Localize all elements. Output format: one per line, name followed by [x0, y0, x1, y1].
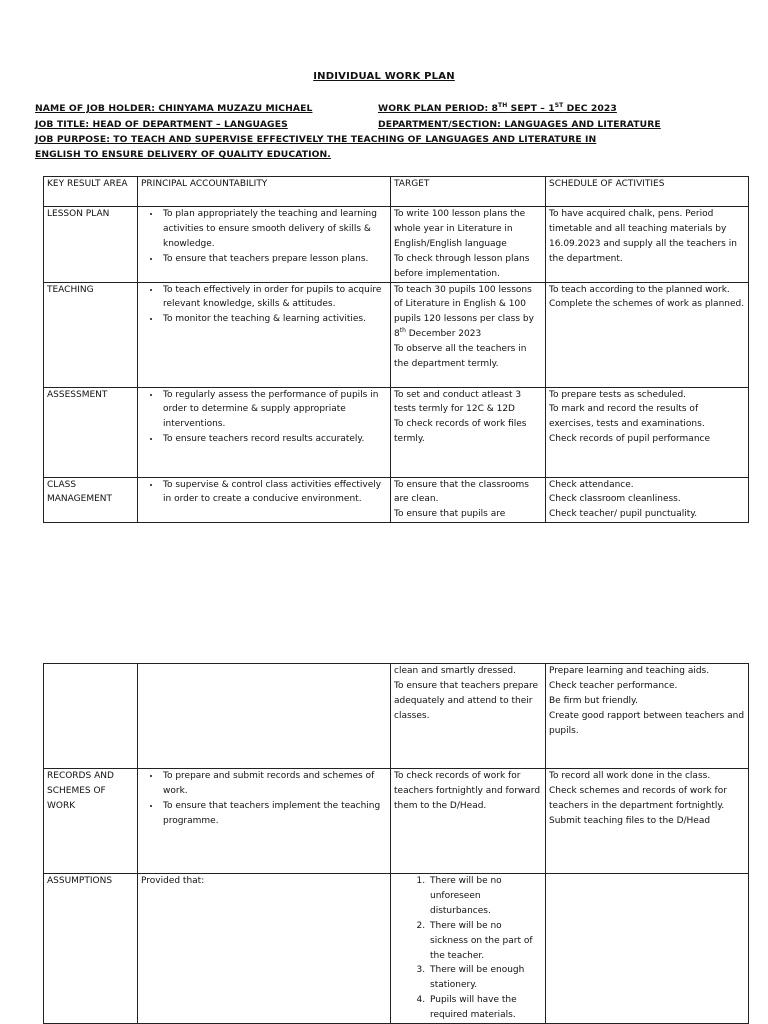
list-item: • To ensure teachers record results accurately.: [161, 432, 387, 447]
target-line: To set and conduct atleast 3 tests termly for 12C & 12D: [394, 389, 522, 415]
schedule-cell: [546, 207, 749, 283]
schedule-line: Submit teaching files to the D/Head: [549, 815, 711, 826]
area-cell: LESSON PLAN: [44, 207, 138, 283]
work-plan-table-page1: [43, 176, 749, 523]
table-row: [44, 282, 749, 387]
schedule-line: To teach according to the planned work.: [549, 284, 730, 295]
list-item: • To ensure that teachers prepare lesson plans.: [161, 252, 387, 267]
schedule-line: Check teacher/ pupil punctuality.: [549, 509, 698, 520]
schedule-cell: [546, 874, 749, 1024]
list-item: 3. There will be enough stationery.: [428, 963, 542, 993]
schedule-line: To record all work done in the class.: [549, 771, 711, 781]
job-purpose-line2: ENGLISH TO ENSURE DELIVERY OF QUALITY EDUCATION.: [35, 149, 331, 160]
schedule-cell: [546, 664, 749, 769]
list-item: • To teach effectively in order for pupils to acquire relevant knowledge, skills & attitudes.: [161, 283, 387, 313]
target-cell: [391, 477, 546, 523]
accountability-cell: [138, 477, 391, 523]
table-row: [44, 207, 749, 283]
target-line: To ensure that the classrooms are clean.: [394, 479, 529, 505]
schedule-line: Create good rapport between teachers and pupils.: [549, 710, 745, 736]
header-principal-accountability: PRINCIPAL ACCOUNTABILITY: [138, 177, 391, 207]
document-title: INDIVIDUAL WORK PLAN: [313, 71, 455, 82]
schedule-cell: [546, 282, 749, 387]
accountability-cell: [138, 387, 391, 477]
area-cell: ASSESSMENT: [44, 387, 138, 477]
target-line: To check records of work files termly.: [394, 419, 527, 445]
schedule-line: Be firm but friendly.: [549, 695, 638, 706]
list-item: • To supervise & control class activities effectively in order to create a conducive environment.: [161, 478, 387, 508]
work-plan-period: WORK PLAN PERIOD: 8TH SEPT – 1ST DEC 2023: [378, 101, 617, 114]
area-cell: ASSUMPTIONS: [44, 874, 138, 1024]
target-line: To check through lesson plans before implementation.: [394, 253, 530, 279]
job-holder: NAME OF JOB HOLDER: CHINYAMA MUZAZU MICHAEL: [35, 103, 313, 114]
schedule-line: Complete the schemes of work as planned.: [549, 299, 745, 310]
schedule-cell: [546, 769, 749, 874]
target-cell: [391, 207, 546, 283]
target-line: clean and smartly dressed.: [394, 666, 516, 676]
schedule-cell: [546, 387, 749, 477]
table-row: [44, 387, 749, 477]
area-cell: RECORDS AND SCHEMES OF WORK: [44, 769, 138, 874]
accountability-cell: [138, 769, 391, 874]
schedule-line: Check classroom cleanliness.: [549, 494, 681, 505]
schedule-line: Prepare learning and teaching aids.: [549, 666, 710, 676]
header-target: TARGET: [391, 177, 546, 207]
schedule-cell: [546, 477, 749, 523]
list-item: • To monitor the teaching & learning activities.: [161, 312, 387, 327]
list-item: • To plan appropriately the teaching and learning activities to ensure smooth delivery of skills & knowledge.: [161, 207, 387, 252]
target-line: To observe all the teachers in the department termly.: [394, 344, 527, 370]
target-line: To ensure that pupils are: [394, 509, 506, 520]
target-line: To check records of work for teachers fortnightly and forward them to the D/Head.: [394, 771, 541, 811]
target-cell: [391, 282, 546, 387]
job-purpose-line1: JOB PURPOSE: TO TEACH AND SUPERVISE EFFECTIVELY THE TEACHING OF LANGUAGES AND LITERATURE IN: [35, 134, 597, 145]
schedule-line: To have acquired chalk, pens. Period timetable and all teaching materials by 16.09.2023 and supply all the teachers in the department.: [549, 209, 737, 264]
target-cell: [391, 387, 546, 477]
table-row: [44, 769, 749, 874]
list-item: • To ensure that teachers implement the teaching programme.: [161, 799, 387, 829]
schedule-line: Check records of pupil performance: [549, 434, 711, 445]
table-row: [44, 477, 749, 523]
work-plan-table-page2: [43, 663, 749, 1024]
area-cell: [44, 664, 138, 769]
list-item: 4. Pupils will have the required materials.: [428, 993, 542, 1023]
schedule-line: To prepare tests as scheduled.: [549, 389, 687, 400]
accountability-cell: [138, 207, 391, 283]
schedule-line: To mark and record the results of exercises, tests and examinations.: [549, 404, 705, 430]
list-item: • To prepare and submit records and schemes of work.: [161, 769, 387, 799]
target-cell: [391, 874, 546, 1024]
department-section: DEPARTMENT/SECTION: LANGUAGES AND LITERATURE: [378, 119, 661, 130]
schedule-line: Check attendance.: [549, 479, 634, 490]
schedule-line: Check teacher performance.: [549, 680, 678, 691]
table-header-row: [44, 177, 749, 207]
table-row: [44, 874, 749, 1024]
target-line: To ensure that teachers prepare adequately and attend to their classes.: [394, 680, 539, 721]
target-cell: [391, 769, 546, 874]
schedule-line: Check schemes and records of work for teachers in the department fortnightly.: [549, 785, 727, 811]
header-schedule: SCHEDULE OF ACTIVITIES: [546, 177, 749, 207]
accountability-cell: [138, 664, 391, 769]
target-cell: [391, 664, 546, 769]
area-cell: CLASS MANAGEMENT: [44, 477, 138, 523]
target-line: To write 100 lesson plans the whole year in Literature in English/English language: [394, 209, 526, 249]
header-key-result-area: KEY RESULT AREA: [44, 177, 138, 207]
job-title: JOB TITLE: HEAD OF DEPARTMENT – LANGUAGES: [35, 119, 288, 130]
list-item: • To regularly assess the performance of pupils in order to determine & supply appropriate interventions.: [161, 388, 387, 433]
accountability-cell: [138, 282, 391, 387]
accountability-cell: Provided that:: [138, 874, 391, 1024]
list-item: 1. There will be no unforeseen disturbances.: [428, 874, 542, 919]
area-cell: TEACHING: [44, 282, 138, 387]
list-item: 2. There will be no sickness on the part of the teacher.: [428, 919, 542, 964]
table-row: [44, 664, 749, 769]
target-line: To teach 30 pupils 100 lessons of Literature in English & 100 pupils 120 lessons per class by 8th December 2023: [394, 284, 534, 340]
